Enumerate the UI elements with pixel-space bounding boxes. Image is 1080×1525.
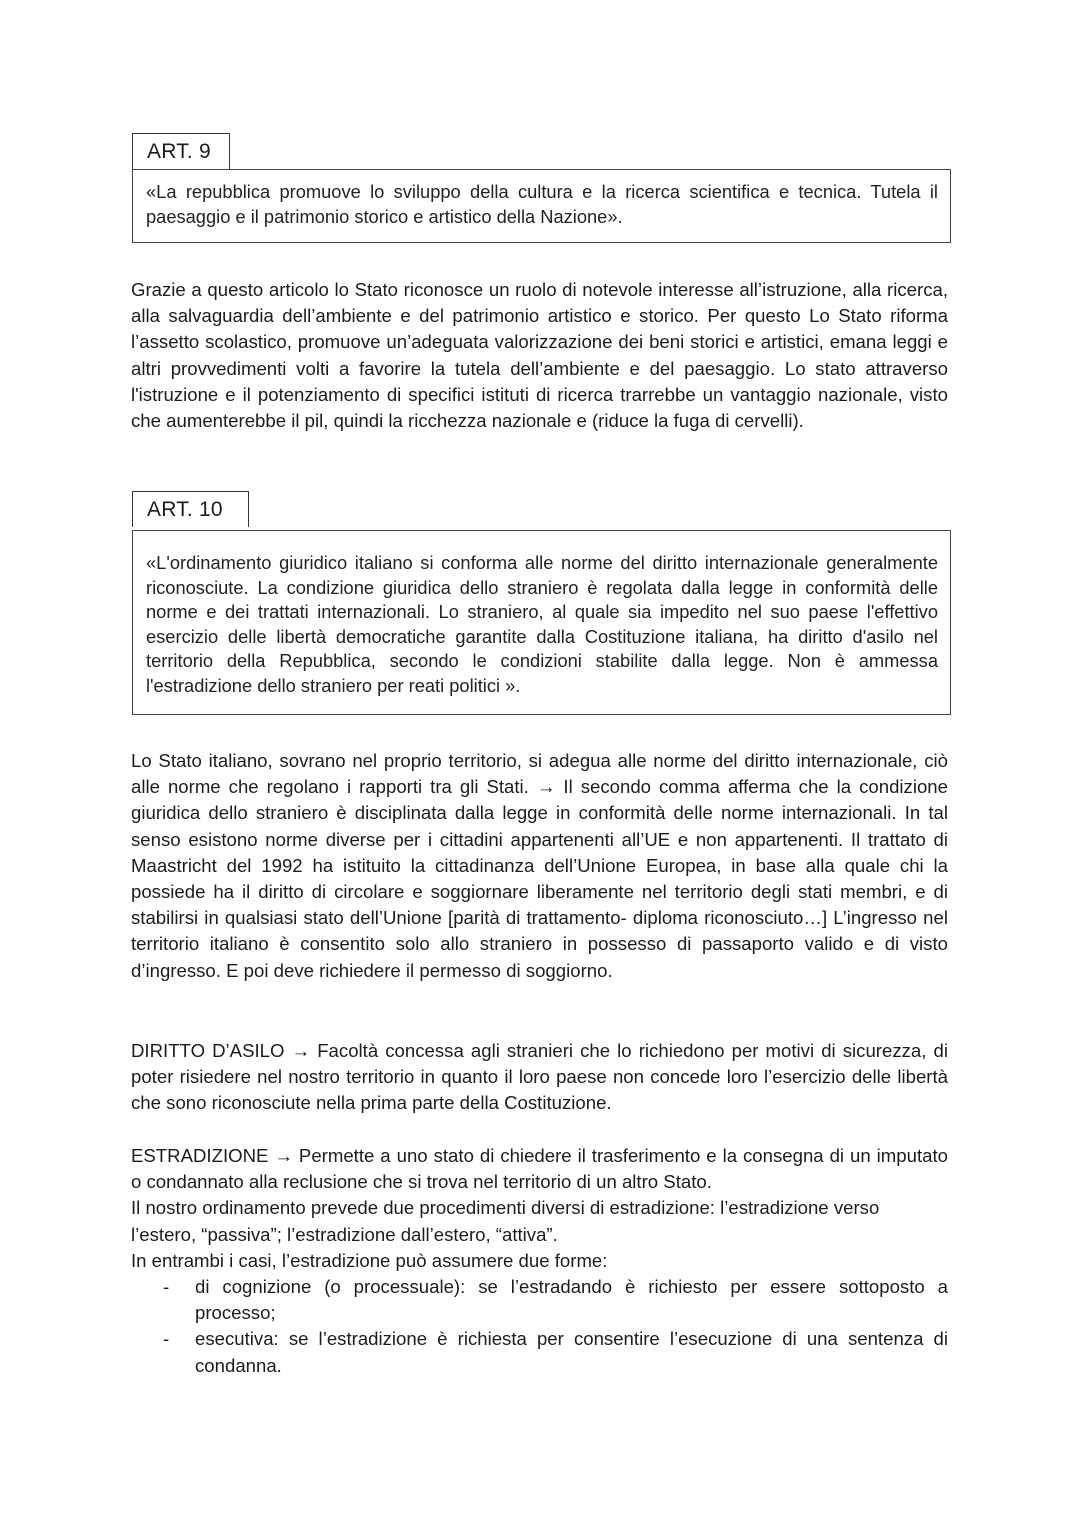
list-item-text: di cognizione (o processuale): se l’estradando è richiesto per essere sottoposto a processo;: [195, 1276, 948, 1324]
article-10-label: ART. 10: [132, 491, 249, 527]
extradition-forms-intro: In entrambi i casi, l’estradizione può assumere due forme:: [131, 1249, 608, 1271]
list-item-text: esecutiva: se l’estradizione è richiesta per consentire l’esecuzione di una sentenza di condanna.: [195, 1328, 948, 1376]
article-9-quote-box: [132, 169, 951, 243]
extradition-procedures: Il nostro ordinamento prevede due procedimenti diversi di estradizione: l’estradizione verso l’estero, “passiva”; l’estradizione dall’estero, “attiva”.: [131, 1197, 880, 1245]
article-9-commentary: Grazie a questo articolo lo Stato riconosce un ruolo di notevole interesse all’istruzione, alla ricerca, alla salvaguardia dell’ambiente e del patrimonio artistico e storico. Per questo Lo Stato riforma l’assetto scolastico, promuove un’adeguata valorizzazione dei beni storici e artistici, emana leggi e altri provvedimenti volti a favorire la tutela dell’ambiente e del paesaggio. Lo stato attraverso l'istruzione e il potenziamento di specifici istituti di ricerca trarrebbe un vantaggio nazionale, visto che aumenterebbe il pil, quindi la ricchezza nazionale e (riduce la fuga di cervelli).: [131, 279, 948, 432]
article-9-quote-text: «La repubblica promuove lo sviluppo della cultura e la ricerca scientifica e tecnica. Tutela il paesaggio e il patrimonio storico e artistico della Nazione».: [146, 181, 938, 227]
article-10-quote-box: [132, 530, 951, 715]
asylum-definition: DIRITTO D’ASILO → Facoltà concessa agli stranieri che lo richiedono per motivi di sicurezza, di poter risiedere nel nostro territorio in quanto il loro paese non concede loro l’esercizio delle libertà che sono riconosciute nella prima parte della Costituzione.: [131, 1040, 948, 1114]
list-item: [131, 1326, 948, 1378]
article-10-quote-text: «L'ordinamento giuridico italiano si conforma alle norme del diritto internazionale generalmente riconosciute. La condizione giuridica dello straniero è regolata dalla legge in conformità delle norme e dei trattati internazionali. Lo straniero, al quale sia impedito nel suo paese l'effettivo esercizio delle libertà democratiche garantite dalla Costituzione italiana, ha diritto d'asilo nel territorio della Repubblica, secondo le condizioni stabilite dalla legge. Non è ammessa l'estradizione dello straniero per reati politici ».: [146, 552, 938, 696]
extradition-definition: ESTRADIZIONE → Permette a uno stato di chiedere il trasferimento e la consegna di un imputato o condannato alla reclusione che si trova nel territorio di un altro Stato.: [131, 1145, 948, 1193]
extradition-forms-list: [131, 1274, 948, 1379]
extradition-section: [131, 1143, 948, 1274]
list-bullet: -: [163, 1328, 170, 1350]
list-bullet: -: [163, 1276, 170, 1297]
article-9-label: ART. 9: [132, 133, 230, 169]
list-item: [131, 1274, 948, 1326]
article-10-commentary: Lo Stato italiano, sovrano nel proprio territorio, si adegua alle norme del diritto internazionale, ciò alle norme che regolano i rapporti tra gli Stati. → Il secondo comma afferma che la condizione giuridica dello straniero è disciplinata dalla legge in conformità delle norme internazionali. In tal senso esistono norme diverse per i cittadini appartenenti all’UE e non appartenenti. Il trattato di Maastricht del 1992 ha istituito la cittadinanza dell’Unione Europea, in base alla quale chi la possiede ha il diritto di circolare e soggiornare liberamente nel territorio degli stati membri, e di stabilirsi in qualsiasi stato dell’Unione [parità di trattamento- diploma riconosciuto…] L’ingresso nel territorio italiano è consentito solo allo straniero in possesso di passaporto valido e di visto d’ingresso. E poi deve richiedere il permesso di soggiorno.: [131, 750, 948, 981]
